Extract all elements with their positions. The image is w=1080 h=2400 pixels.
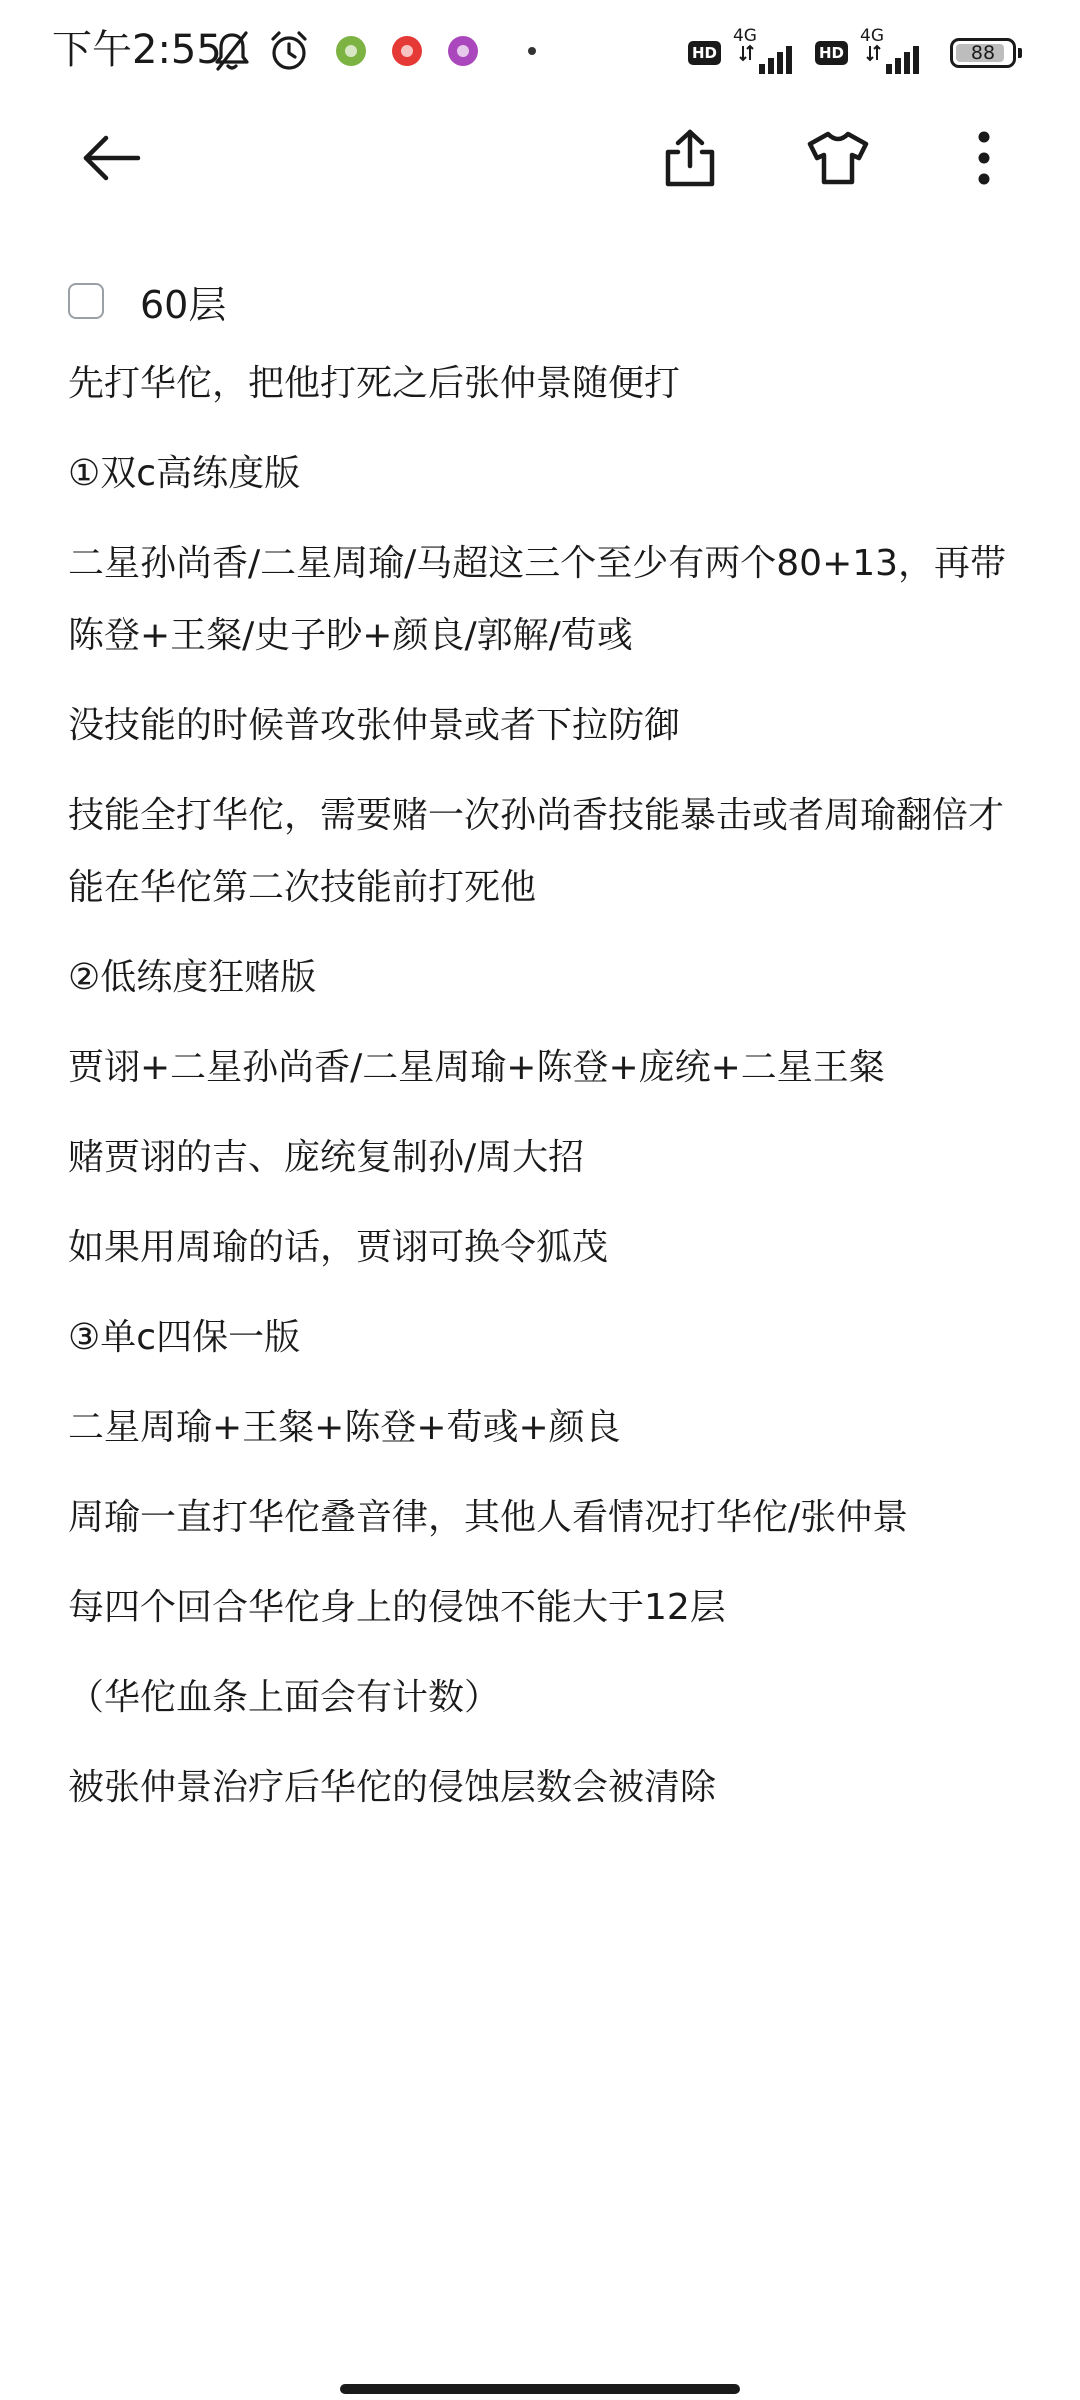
status-system-icons xyxy=(688,28,1016,78)
back-button[interactable] xyxy=(62,108,162,208)
note-paragraph[interactable]: ③单c四保一版 xyxy=(68,1317,301,1358)
battery-level: 88 xyxy=(970,42,996,64)
sim1-hd-badge: HD xyxy=(688,41,721,65)
note-paragraph[interactable]: ②低练度狂赌版 xyxy=(68,957,317,998)
note-paragraph[interactable]: 周瑜一直打华佗叠音律，其他人看情况打华佗/张仲景 xyxy=(68,1497,909,1538)
sim1-network-type: 4G xyxy=(732,26,757,46)
bell-off-icon xyxy=(212,29,252,73)
checklist-item-text[interactable]: 60层 xyxy=(140,282,227,327)
more-vertical-icon xyxy=(976,130,992,186)
app-notification-icon-1 xyxy=(336,36,366,66)
app-notification-icon-2 xyxy=(392,36,422,66)
note-paragraph[interactable]: 每四个回合华佗身上的侵蚀不能大于12层 xyxy=(68,1587,726,1628)
note-paragraph[interactable]: 先打华佗，把他打死之后张仲景随便打 xyxy=(68,363,681,404)
theme-button[interactable] xyxy=(788,108,888,208)
note-paragraph[interactable]: 技能全打华佗，需要赌一次孙尚香技能暴击或者周瑜翻倍才能在华佗第二次技能前打死他 xyxy=(68,795,1005,908)
more-options-button[interactable] xyxy=(934,108,1034,208)
note-toolbar xyxy=(0,104,1080,214)
status-time: 下午2:55 xyxy=(52,27,222,73)
more-notifications-dot xyxy=(528,47,536,55)
note-paragraph[interactable]: 二星周瑜+王粲+陈登+荀彧+颜良 xyxy=(68,1407,621,1448)
app-notification-icon-3 xyxy=(448,36,478,66)
note-paragraph[interactable]: 没技能的时候普攻张仲景或者下拉防御 xyxy=(68,705,681,746)
sim2-network-type: 4G xyxy=(860,26,884,46)
note-paragraph[interactable]: （华佗血条上面会有计数） xyxy=(68,1677,501,1718)
note-paragraph[interactable]: 如果用周瑜的话，贾诩可换令狐茂 xyxy=(68,1227,609,1268)
share-icon xyxy=(662,128,718,188)
note-content[interactable] xyxy=(68,258,1018,1842)
gesture-navigation-bar[interactable] xyxy=(340,2384,740,2394)
status-notification-icons xyxy=(212,26,536,76)
share-button[interactable] xyxy=(640,108,740,208)
checklist-item[interactable] xyxy=(68,258,1018,344)
back-arrow-icon xyxy=(80,134,144,182)
sim2-signal xyxy=(860,26,930,76)
note-paragraph[interactable]: 被张仲景治疗后华佗的侵蚀层数会被清除 xyxy=(68,1767,717,1808)
status-bar xyxy=(0,0,1080,104)
signal-strength-icon xyxy=(866,42,930,74)
checklist-checkbox[interactable] xyxy=(68,283,104,319)
sim1-signal xyxy=(732,26,803,76)
battery-icon xyxy=(950,38,1016,68)
alarm-icon xyxy=(268,29,310,73)
note-paragraph[interactable]: ①双c高练度版 xyxy=(68,453,301,494)
note-paragraph[interactable]: 赌贾诩的吉、庞统复制孙/周大招 xyxy=(68,1137,585,1178)
sim2-hd-badge: HD xyxy=(815,41,848,65)
note-paragraph[interactable]: 贾诩+二星孙尚香/二星周瑜+陈登+庞统+二星王粲 xyxy=(68,1047,885,1088)
theme-shirt-icon xyxy=(806,130,870,186)
signal-strength-icon xyxy=(739,42,803,74)
note-paragraph[interactable]: 二星孙尚香/二星周瑜/马超这三个至少有两个80+13，再带陈登+王粲/史子眇+颜良/郭解/荀彧 xyxy=(68,543,1007,656)
